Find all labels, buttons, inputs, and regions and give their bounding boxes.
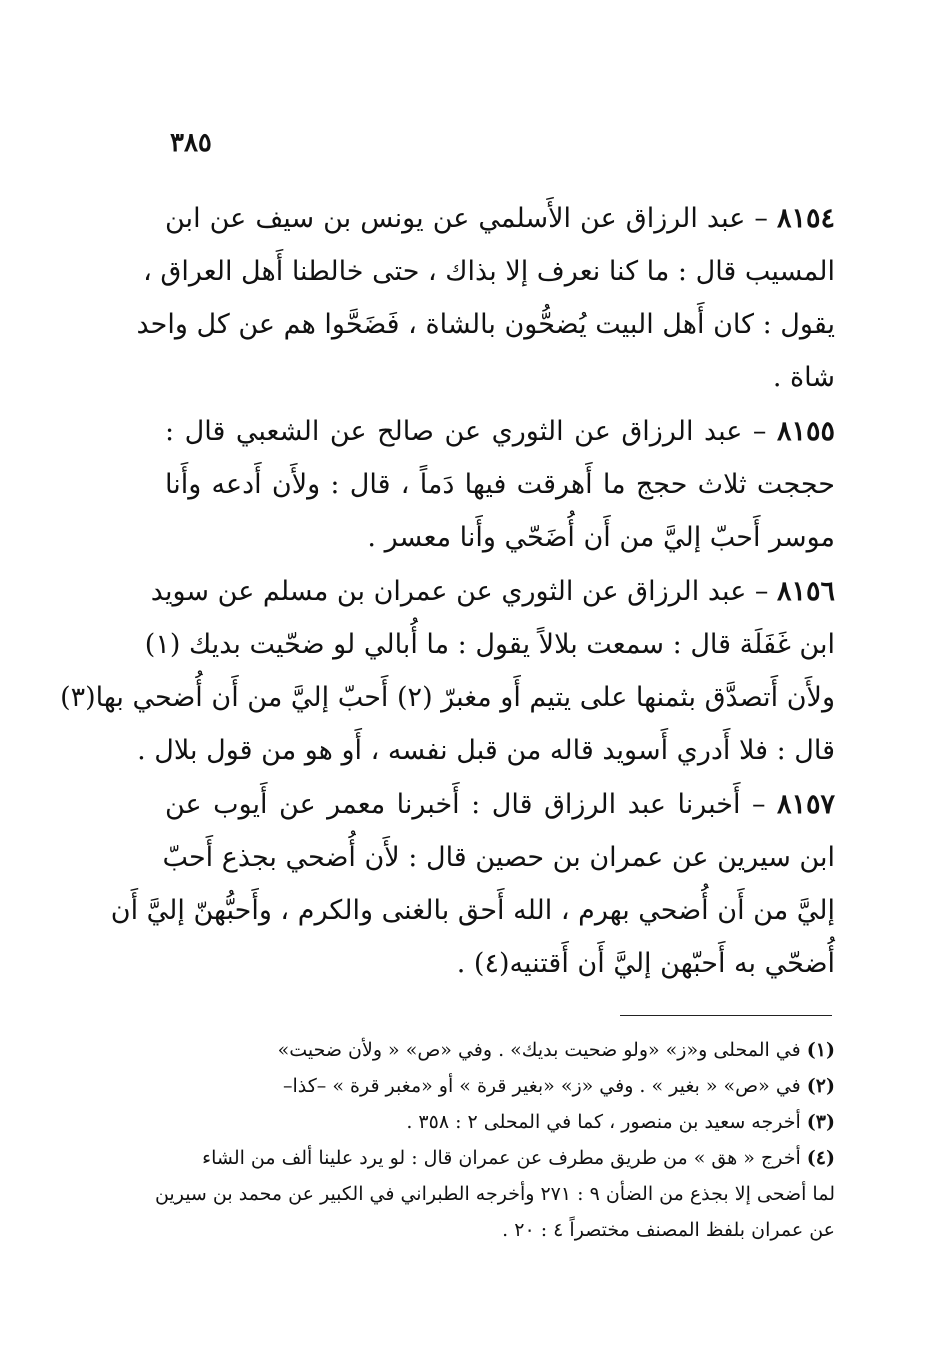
hadith-line [150,565,835,618]
hadith-line: إليَّ من أَن أُضحي بهرم ، الله أَحق بالغنى والكرم ، وأَحبُّهنّ إليَّ أَن [110,895,835,926]
page-number: ٣٨٥ [170,128,212,158]
hadith-text: – عبد الرزاق عن الأَسلمي عن يونس بن سيف عن ابن [165,203,768,234]
hadith-line: حججت ثلاث حجج ما أَهرقت فيها دَماً ، قال : ولأَن أَدعه وأَنا [165,469,835,500]
footnote-divider [620,1015,832,1016]
hadith-line: ولأَن أَتصدَّق بثمنها على يتيم أَو مغبرّ (٢) أَحبّ إليَّ من أَن أُضحي بها(٣) [60,682,835,713]
hadith-line: يقول : كان أَهل البيت يُضحُّون بالشاة ، فَضَحَّوا هم عن كل واحد [136,309,835,340]
footnote [165,1032,835,1068]
hadith-text: – عبد الرزاق عن الثوري عن صالح عن الشعبي قال : [165,416,767,447]
hadith-line: موسر أَحبّ إليَّ من أَن أُضَحّي وأَنا معسر . [367,522,835,553]
footnote [165,1140,835,1176]
footnote [165,1068,835,1104]
footnote-text: أخرج « هق » من طريق مطرف عن عمران قال : لو يرد علينا ألف من الشاء [202,1147,801,1169]
hadith-text: – عبد الرزاق عن الثوري عن عمران بن مسلم عن سويد [150,576,769,607]
hadith-line: ابن سيرين عن عمران بن حصين قال : لأَن أُضحي بجذع أَحبّ [162,842,835,873]
hadith-8157 [110,778,835,990]
hadith-line: المسيب قال : ما كنا نعرف إلا بذاك ، حتى خالطنا أَهل العراق ، [143,256,835,287]
footnotes [154,1032,835,1248]
footnote-text: في «ص» « بغير » . وفي «ز» «بغير قرة » أو «مغبر قرة » –كذا– [283,1075,801,1097]
footnote-number: (٢) [806,1075,835,1097]
hadith-line: ابن غَفَلَة قال : سمعت بلالاً يقول : ما أُبالي لو ضحّيت بديك (١) [144,629,835,660]
hadith-8154 [136,192,835,404]
footnote-number: (٣) [806,1111,835,1133]
hadith-line: قال : فلا أَدري أَسويد قاله من قبل نفسه ، أَو هو من قول بلال . [137,735,835,766]
footnote-number: (١) [806,1039,835,1061]
hadith-line [165,405,835,458]
hadith-line: شاة . [772,362,835,393]
footnote-continuation [154,1176,835,1212]
footnote-number: (٤) [806,1147,835,1169]
footnote-text: أخرجه سعيد بن منصور ، كما في المحلى ٢ : ٣٥٨ . [406,1111,801,1133]
hadith-text: – أَخبرنا عبد الرزاق قال : أَخبرنا معمر عن أَيوب عن [165,789,766,820]
hadith-8156 [60,565,835,777]
hadith-number: ٨١٥٥ [776,416,835,447]
footnote [165,1104,835,1140]
footnote-continuation [165,1212,835,1248]
footnote-text: لما أضحى إلا بجذع من الضأن ٩ : ٢٧١ وأخرجه الطبراني في الكبير عن محمد بن سيرين [154,1183,835,1205]
hadith-line: أُضحّي به أَحبّهن إليَّ أَن أَقتنيه(٤) . [456,948,835,979]
hadith-number: ٨١٥٧ [776,789,835,820]
hadith-number: ٨١٥٦ [776,576,835,607]
hadith-number: ٨١٥٤ [776,203,835,234]
hadith-line [165,778,835,831]
hadith-8155 [165,405,835,564]
hadith-line [165,192,835,245]
footnote-text: عن عمران بلفظ المصنف مختصراً ٤ : ٢٠ . [502,1219,835,1241]
footnote-text: في المحلى و«ز» «ولو ضحيت بديك» . وفي «ص» « ولأن ضحيت» [277,1039,801,1061]
